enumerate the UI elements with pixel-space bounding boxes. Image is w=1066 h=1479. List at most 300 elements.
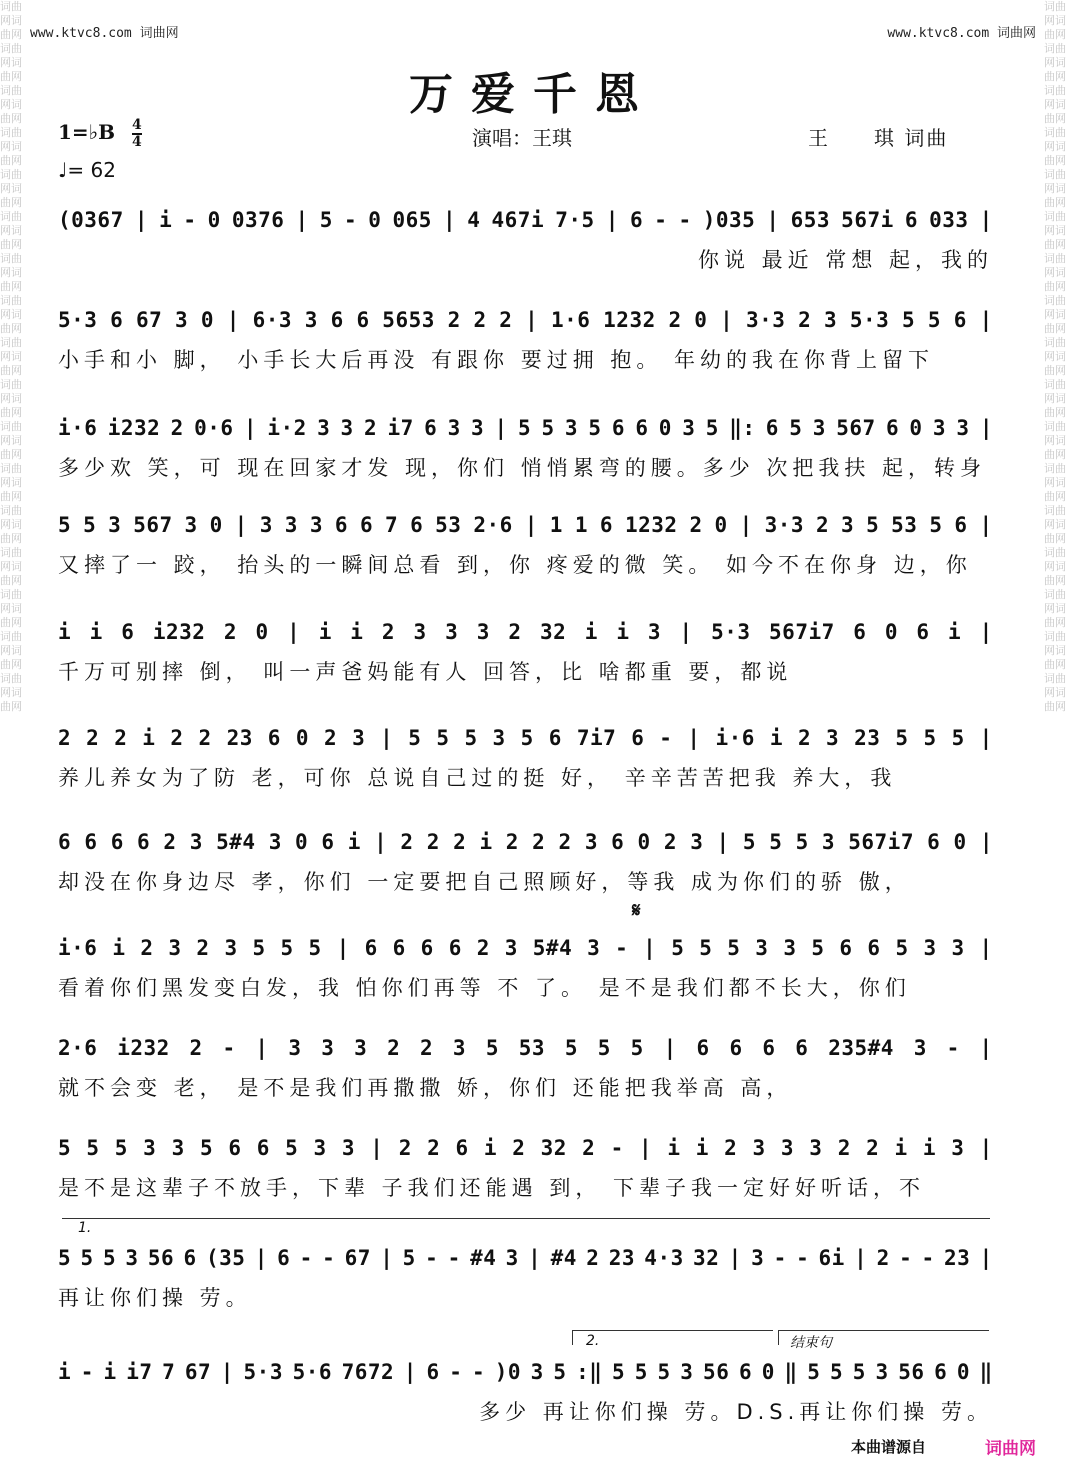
note-token: 5 — [517, 416, 532, 440]
note-token: 5 — [436, 726, 450, 750]
note-token: 3 — [587, 936, 601, 960]
note-token: #4 — [550, 1246, 577, 1270]
note-token: 2 — [163, 830, 177, 854]
footer-source-text: 本曲谱源自 — [850, 1438, 926, 1456]
bar-line: | — [380, 1246, 394, 1270]
lyric-line: 小手和小 脚， 小手长大后再没 有跟你 要过拥 抱。 年幼的我在你背上留下 — [58, 348, 935, 372]
note-token: 5·3 — [711, 620, 751, 644]
note-token: 7 — [385, 513, 399, 537]
lyric-line: 多少欢 笑，可 现在回家才发 现，你们 悄悄累弯的腰。多少 次把我扶 起，转身 — [58, 456, 987, 480]
note-token: 6 — [137, 830, 151, 854]
note-token: 1232 — [603, 308, 656, 332]
bar-line: | — [979, 1246, 993, 1270]
bar-line: | — [687, 726, 701, 750]
note-token: - — [921, 1246, 935, 1270]
notation-line — [58, 300, 993, 340]
note-token: 3 — [682, 416, 696, 440]
note-token: - — [678, 208, 692, 232]
note-token: 5 — [588, 416, 602, 440]
site-url-right[interactable]: www.ktvc8.com 词曲网 — [887, 26, 1036, 41]
note-token: 5 — [927, 308, 942, 332]
note-token: 67 — [344, 1246, 371, 1270]
note-token: 3 — [259, 513, 273, 537]
note-token: 6 — [228, 1136, 242, 1160]
note-token: 6 — [738, 1360, 753, 1384]
note-token: 5 — [657, 1360, 671, 1384]
bar-line: | — [979, 1136, 993, 1160]
note-token: 5 — [280, 936, 294, 960]
note-token: i — [58, 620, 72, 644]
note-token: 6 — [392, 936, 406, 960]
note-token: 5 — [58, 1246, 72, 1270]
note-token: 6 — [599, 513, 614, 537]
note-token: 3 — [341, 1136, 356, 1160]
note-token: 2 — [398, 1136, 412, 1160]
volta-2-bracket — [572, 1330, 773, 1345]
note-token: 2 — [420, 1036, 434, 1060]
note-token: 2 — [400, 830, 414, 854]
note-token: 5 — [408, 726, 422, 750]
notation-line — [58, 718, 993, 758]
note-token: 5 — [612, 1360, 626, 1384]
segno-sign: 𝄋 — [632, 898, 641, 922]
note-token: 5 — [951, 726, 965, 750]
note-token: i — [350, 620, 364, 644]
notation-line — [58, 200, 993, 240]
note-token: - — [222, 1036, 236, 1060]
note-token: - — [659, 726, 673, 750]
key-signature: 1=♭B — [58, 120, 116, 144]
note-token: 7i7 — [576, 726, 617, 750]
note-token: 5·3 — [243, 1360, 283, 1384]
bar-line: | — [134, 208, 148, 232]
note-token: 3 — [284, 513, 298, 537]
note-token: i232 — [152, 620, 206, 644]
note-token: 0 — [658, 416, 672, 440]
note-token: 5 — [727, 936, 741, 960]
note-token: 2 — [473, 308, 487, 332]
note-token: 5 — [319, 208, 333, 232]
note-token: 0 — [956, 1360, 970, 1384]
note-token: 2 — [427, 1136, 441, 1160]
note-token: 2 — [140, 936, 154, 960]
bar-line: | — [234, 513, 248, 537]
note-token: 3 — [309, 513, 323, 537]
note-token: 3 — [304, 308, 318, 332]
note-token: 5 — [699, 936, 713, 960]
note-token: 5 — [895, 936, 909, 960]
bar-line: ‖: — [729, 416, 756, 440]
note-token: 2 — [381, 620, 396, 644]
note-token: 3 — [189, 830, 203, 854]
note-token: 2 — [505, 830, 519, 854]
note-token: 5 — [564, 1036, 578, 1060]
note-token: 3 — [321, 1036, 335, 1060]
note-token: 3 — [956, 416, 970, 440]
note-token: 3 — [354, 1036, 368, 1060]
note-token: 567 — [133, 513, 173, 537]
bar-line: | — [524, 513, 538, 537]
bar-line: | — [254, 1246, 268, 1270]
note-token: 5 — [308, 936, 322, 960]
note-token: 6 — [277, 1246, 291, 1270]
note-token: 23 — [226, 726, 253, 750]
note-token: 3 — [125, 1246, 139, 1270]
note-token: 4·3 — [644, 1246, 684, 1270]
notation-line — [58, 505, 993, 545]
note-token: 6 — [424, 416, 438, 440]
notation-line — [58, 1128, 993, 1168]
note-token: 3 — [175, 308, 189, 332]
note-token: 065 — [392, 208, 432, 232]
note-token: 3 — [584, 830, 598, 854]
note-token: 5·3 — [849, 308, 890, 332]
note-token: #4 — [470, 1246, 497, 1270]
note-token: 6 — [321, 830, 335, 854]
note-token: 2 — [876, 1246, 890, 1270]
note-token: i7 — [387, 416, 414, 440]
bar-line: | — [528, 1246, 542, 1270]
note-token: 1·6 — [551, 308, 591, 332]
note-token: 5 — [402, 1246, 416, 1270]
note-token: - — [425, 1246, 439, 1270]
note-token: i — [318, 620, 332, 644]
note-token: 2 — [58, 726, 72, 750]
note-token: 5 — [630, 1036, 644, 1060]
note-token: 235#4 — [828, 1036, 894, 1060]
lyric-line: 又摔了一 跤， 抬头的一瞬间总看 到，你 疼爱的微 笑。 如今不在你身 边，你 — [58, 553, 972, 577]
bar-line: | — [605, 208, 619, 232]
note-token: 2 — [170, 726, 184, 750]
note-token: 5 — [80, 1246, 94, 1270]
note-token: i — [112, 936, 126, 960]
bar-line: | — [220, 1360, 234, 1384]
note-token: i — [922, 1136, 937, 1160]
note-token: 5 — [866, 513, 880, 537]
note-token: 2·6 — [58, 1036, 98, 1060]
bar-line: | — [374, 830, 388, 854]
note-token: 0 — [295, 830, 309, 854]
note-token: 3 — [492, 726, 506, 750]
note-token: 5653 — [382, 308, 435, 332]
note-token: (0367 — [58, 208, 124, 232]
lyric-line: 养儿养女为了防 老，可你 总说自己过的挺 好， 辛辛苦苦把我 养大，我 — [58, 766, 897, 790]
note-token: 3 — [821, 830, 836, 854]
note-token: 5 — [671, 936, 685, 960]
bar-line: | — [979, 416, 993, 440]
note-token: 6 — [548, 726, 562, 750]
note-token: 5 — [114, 1136, 128, 1160]
note-token: 5 — [285, 1136, 299, 1160]
note-token: 6 — [611, 830, 625, 854]
bar-line: | — [638, 1136, 653, 1160]
volta-1-bracket — [62, 1218, 990, 1231]
note-token: 653 — [790, 208, 831, 232]
note-token: 6 — [954, 513, 968, 537]
note-token: 6 — [426, 1360, 440, 1384]
bar-line: | — [979, 726, 993, 750]
note-token: 5 — [58, 1136, 72, 1160]
note-token: 6 — [611, 416, 625, 440]
note-token: 7·5 — [555, 208, 595, 232]
note-token: 3 — [809, 1136, 823, 1160]
note-token: 7 — [162, 1360, 176, 1384]
note-token: 6 — [267, 726, 281, 750]
note-token: - — [183, 208, 197, 232]
bar-line: | — [494, 416, 508, 440]
note-token: 5 — [895, 726, 909, 750]
note-token: (35 — [205, 1246, 246, 1270]
note-token: 2 — [387, 1036, 401, 1060]
note-token: 5 — [553, 1360, 567, 1384]
note-token: 2 — [499, 308, 513, 332]
note-token: 5 — [807, 1360, 821, 1384]
note-token: i — [667, 1136, 681, 1160]
note-token: 6 — [631, 726, 645, 750]
bar-line: | — [287, 620, 301, 644]
note-token: 3·3 — [764, 513, 805, 537]
note-token: 2 — [453, 830, 467, 854]
note-token: 3 — [647, 620, 662, 644]
note-token: 6 — [867, 936, 881, 960]
note-token: i — [89, 620, 103, 644]
note-token: 3 — [530, 1360, 544, 1384]
note-token: 6 — [762, 1036, 776, 1060]
bar-line: | — [525, 308, 539, 332]
note-token: 0 — [953, 830, 967, 854]
note-token: 3 — [783, 936, 797, 960]
note-token: 6i — [818, 1246, 845, 1270]
notation-line — [58, 1238, 993, 1278]
note-token: 3 — [751, 1246, 765, 1270]
bar-line: | — [728, 1246, 742, 1270]
note-token: 2 — [364, 416, 378, 440]
bar-line: | — [295, 208, 309, 232]
note-token: 6 — [885, 416, 900, 440]
note-token: 6 — [765, 416, 779, 440]
notation-line — [58, 822, 993, 862]
note-token: 3 — [564, 416, 579, 440]
note-token: 567i7 — [769, 620, 835, 644]
note-token: i·6 — [58, 936, 98, 960]
note-token: 2 — [663, 830, 677, 854]
note-token: 2 — [586, 1246, 600, 1270]
note-token: 3 — [690, 830, 704, 854]
note-token: 6 — [356, 308, 370, 332]
bar-line: | — [720, 308, 734, 332]
note-token: 6 — [839, 936, 853, 960]
note-token: 23 — [854, 726, 881, 750]
singer-credit: 演唱：王琪 — [472, 126, 572, 150]
coda-label: 结束句 — [790, 1335, 832, 1351]
note-token: 6 — [696, 1036, 710, 1060]
bar-line: | — [739, 513, 753, 537]
note-token: 2 — [189, 1036, 203, 1060]
note-token: 6 — [84, 830, 98, 854]
note-token: 5 — [742, 830, 757, 854]
note-token: 2 — [426, 830, 440, 854]
note-token: 3 — [476, 620, 490, 644]
note-token: 5 — [705, 416, 719, 440]
note-token: 5 — [634, 1360, 648, 1384]
note-token: 6 — [420, 936, 434, 960]
lyric-line: 多少 再让你们操 劳。D.S.再让你们操 劳。 — [479, 1400, 993, 1424]
note-token: 56 — [898, 1360, 925, 1384]
tempo-marking: ♩= 62 — [58, 158, 116, 182]
note-token: i — [894, 1136, 908, 1160]
note-token: 2·6 — [473, 513, 513, 537]
note-token: 6 — [927, 830, 941, 854]
note-token: 3 — [413, 620, 427, 644]
bar-line: | — [979, 1036, 993, 1060]
note-token: 5 — [795, 830, 809, 854]
note-token: 3 — [184, 513, 198, 537]
note-token: 0 — [295, 726, 310, 750]
footer-brand-logo[interactable]: 词曲网 — [985, 1439, 1036, 1459]
time-signature — [132, 118, 142, 150]
note-token: 67 — [136, 308, 163, 332]
note-token: 23 — [944, 1246, 971, 1270]
bar-line: | — [380, 726, 394, 750]
note-token: 6 — [334, 513, 349, 537]
note-token: 6 — [853, 620, 867, 644]
note-token: 5 — [852, 1360, 866, 1384]
note-token: 3 — [680, 1360, 694, 1384]
note-token: 6 — [635, 416, 649, 440]
bar-line: | — [979, 830, 993, 854]
bar-line: | — [370, 1136, 384, 1160]
note-token: 5 — [929, 513, 943, 537]
note-token: i232 — [117, 1036, 170, 1060]
bar-line: | — [979, 936, 993, 960]
note-token: 32 — [539, 620, 567, 644]
note-token: i — [479, 830, 493, 854]
note-token: 3 — [755, 936, 769, 960]
note-token: 2 — [668, 308, 682, 332]
note-token: 0 — [200, 308, 215, 332]
note-token: 2 — [170, 416, 184, 440]
note-token: 5 — [58, 513, 72, 537]
bar-line: | — [679, 620, 693, 644]
lyric-line: 却没在你身边尽 孝，你们 一定要把自己照顾好，等我 成为你们的骄 傲， — [58, 870, 911, 894]
note-token: 2 — [198, 726, 212, 750]
site-url-left[interactable]: www.ktvc8.com 词曲网 — [30, 26, 179, 41]
note-token: 6 — [455, 1136, 469, 1160]
note-token: 2 — [512, 1136, 526, 1160]
note-token: i — [347, 830, 361, 854]
note-token: 2 — [558, 830, 572, 854]
note-token: 53 — [891, 513, 918, 537]
note-token: 5 — [541, 416, 555, 440]
bar-line: ‖ — [979, 1360, 993, 1384]
note-token: 2 — [476, 936, 490, 960]
note-token: 3 — [780, 1136, 795, 1160]
note-token: 2 — [797, 726, 812, 750]
song-title: 万爱千恩 — [409, 69, 657, 120]
note-token: 3 — [923, 936, 937, 960]
note-token: 5 — [520, 726, 534, 750]
note-token: 5 — [597, 1036, 611, 1060]
note-token: 2 — [114, 726, 128, 750]
note-token: 3 — [143, 1136, 157, 1160]
note-token: 5 — [829, 1360, 844, 1384]
note-token: )0 — [494, 1360, 522, 1384]
note-token: 5·6 — [292, 1360, 332, 1384]
note-token: 6 — [916, 620, 930, 644]
note-token: - — [773, 1246, 787, 1270]
lyric-line: 千万可别摔 倒， 叫一声爸妈能有人 回答，比 啥都重 要，都说 — [58, 660, 793, 684]
note-token: 2 — [508, 620, 522, 644]
note-token: 56 — [703, 1360, 730, 1384]
note-token: i — [695, 1136, 709, 1160]
notation-line — [58, 1352, 993, 1392]
note-token: 5 — [252, 936, 266, 960]
note-token: )035 — [702, 208, 756, 232]
note-token: 67 — [184, 1360, 212, 1384]
note-token: 3·3 — [746, 308, 786, 332]
note-token: 5#4 — [532, 936, 573, 960]
note-token: 3 — [951, 1136, 965, 1160]
note-token: 0 — [637, 830, 651, 854]
lyric-line: 看着你们黑发变白发，我 怕你们再等 不 了。 是不是我们都不长大，你们 — [58, 976, 911, 1000]
note-token: 3 — [108, 513, 122, 537]
note-token: 6 — [58, 830, 72, 854]
note-token: 2 — [196, 936, 210, 960]
note-token: i·6 — [58, 416, 98, 440]
note-token: 2 — [447, 308, 461, 332]
note-token: 3 — [504, 936, 518, 960]
volta-1-label: 1. — [78, 1220, 92, 1236]
bar-line: | — [979, 620, 993, 644]
note-token: - — [615, 936, 629, 960]
note-token: i — [584, 620, 598, 644]
note-token: 3 — [452, 1036, 467, 1060]
notation-line — [58, 928, 993, 968]
bar-line: | — [336, 936, 350, 960]
bar-line: :‖ — [576, 1360, 603, 1384]
note-token: 0 — [714, 513, 728, 537]
note-token: 0 — [694, 308, 708, 332]
note-token: i·6 — [715, 726, 755, 750]
lyric-line: 你说 最近 常想 起，我的 — [697, 248, 993, 272]
note-token: 0376 — [231, 208, 285, 232]
note-token: 5 — [83, 513, 97, 537]
note-token: - — [322, 1246, 336, 1270]
note-token: 6 — [934, 1360, 948, 1384]
note-token: 2 — [815, 513, 830, 537]
note-token: 1 — [549, 513, 563, 537]
note-token: 5#4 — [216, 830, 256, 854]
note-token: 2 — [582, 1136, 596, 1160]
note-token: 6 — [629, 208, 644, 232]
note-token: 3 — [951, 936, 965, 960]
note-token: 0 — [909, 416, 923, 440]
note-token: 5 — [811, 936, 825, 960]
note-token: 0·6 — [194, 416, 234, 440]
note-token: 3 — [875, 1360, 889, 1384]
note-token: 3 — [447, 416, 461, 440]
bar-line: | — [443, 208, 457, 232]
bar-line: | — [403, 1360, 417, 1384]
note-token: 4 — [467, 208, 481, 232]
note-token: 3 — [752, 1136, 766, 1160]
note-token: 5 — [86, 1136, 100, 1160]
note-token: i — [616, 620, 630, 644]
note-token: 3 — [913, 1036, 927, 1060]
note-token: 1232 — [624, 513, 678, 537]
notation-line — [58, 612, 993, 652]
note-token: 5·3 — [58, 308, 98, 332]
